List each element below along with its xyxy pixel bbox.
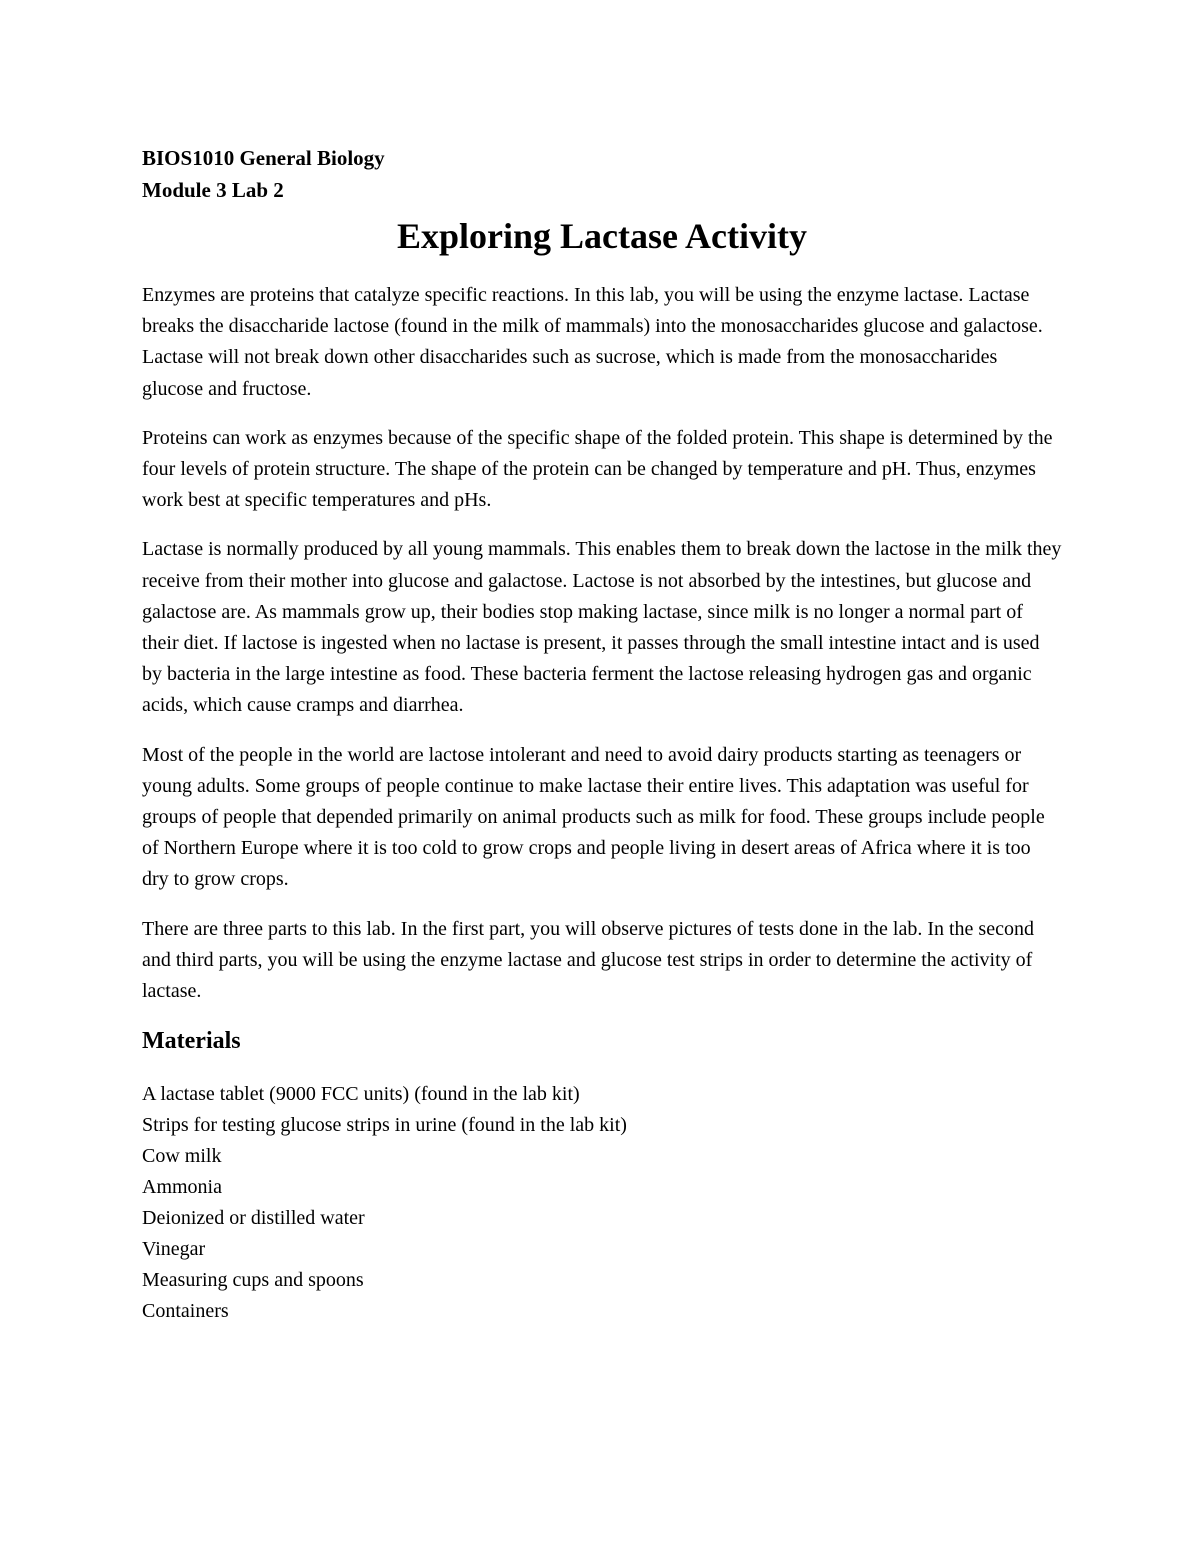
paragraph-lab-parts: There are three parts to this lab. In the first part, you will observe pictures of tests done in the lab. In the second and third parts, you will be using the enzyme lactase and glucose test strips in order to determine the activity of lactase. (142, 917, 1034, 1003)
materials-item: Containers (142, 1300, 229, 1323)
materials-item: Deionized or distilled water (142, 1207, 365, 1230)
course-name: BIOS1010 General Biology (142, 146, 385, 170)
materials-heading: Materials (142, 1028, 241, 1055)
document-title: Exploring Lactase Activity (397, 216, 807, 256)
paragraph-lactose-intolerance: Most of the people in the world are lactose intolerant and need to avoid dairy products starting as teenagers or young adults. Some groups of people continue to make lactase their entire lives. This adaptation was useful for groups of people that depended primarily on animal products such as milk for food. These groups include people of Northern Europe where it is too cold to grow crops and people living in desert areas of Africa where it is too dry to grow crops. (142, 743, 1045, 891)
materials-item: Ammonia (142, 1176, 222, 1199)
paragraph-protein-shape: Proteins can work as enzymes because of the specific shape of the folded protein. This shape is determined by the four levels of protein structure. The shape of the protein can be changed by temperature and pH. Thus, enzymes work best at specific temperatures and pHs. (142, 426, 1053, 512)
document-content (142, 142, 1062, 1327)
materials-item: Measuring cups and spoons (142, 1269, 364, 1292)
paragraph-enzymes-intro: Enzymes are proteins that catalyze specific reactions. In this lab, you will be using the enzyme lactase. Lactase breaks the disaccharide lactose (found in the milk of mammals) into the monosaccharides glucose and galactose. Lactase will not break down other disaccharides such as sucrose, which is made from the monosaccharides glucose and fructose. (142, 284, 1043, 400)
materials-item: Cow milk (142, 1145, 222, 1168)
materials-list (142, 1079, 1062, 1327)
module-label: Module 3 Lab 2 (142, 178, 284, 202)
paragraph-lactase-production: Lactase is normally produced by all young mammals. This enables them to break down the lactose in the milk they receive from their mother into glucose and galactose. Lactose is not absorbed by the intestines, but glucose and galactose are. As mammals grow up, their bodies stop making lactase, since milk is no longer a normal part of their diet. If lactose is ingested when no lactase is present, it passes through the small intestine intact and is used by bacteria in the large intestine as food. These bacteria ferment the lactose releasing hydrogen gas and organic acids, which cause cramps and diarrhea. (142, 538, 1062, 717)
materials-item: A lactase tablet (9000 FCC units) (found in the lab kit) (142, 1083, 580, 1106)
materials-item: Strips for testing glucose strips in urine (found in the lab kit) (142, 1114, 627, 1137)
materials-item: Vinegar (142, 1238, 206, 1261)
